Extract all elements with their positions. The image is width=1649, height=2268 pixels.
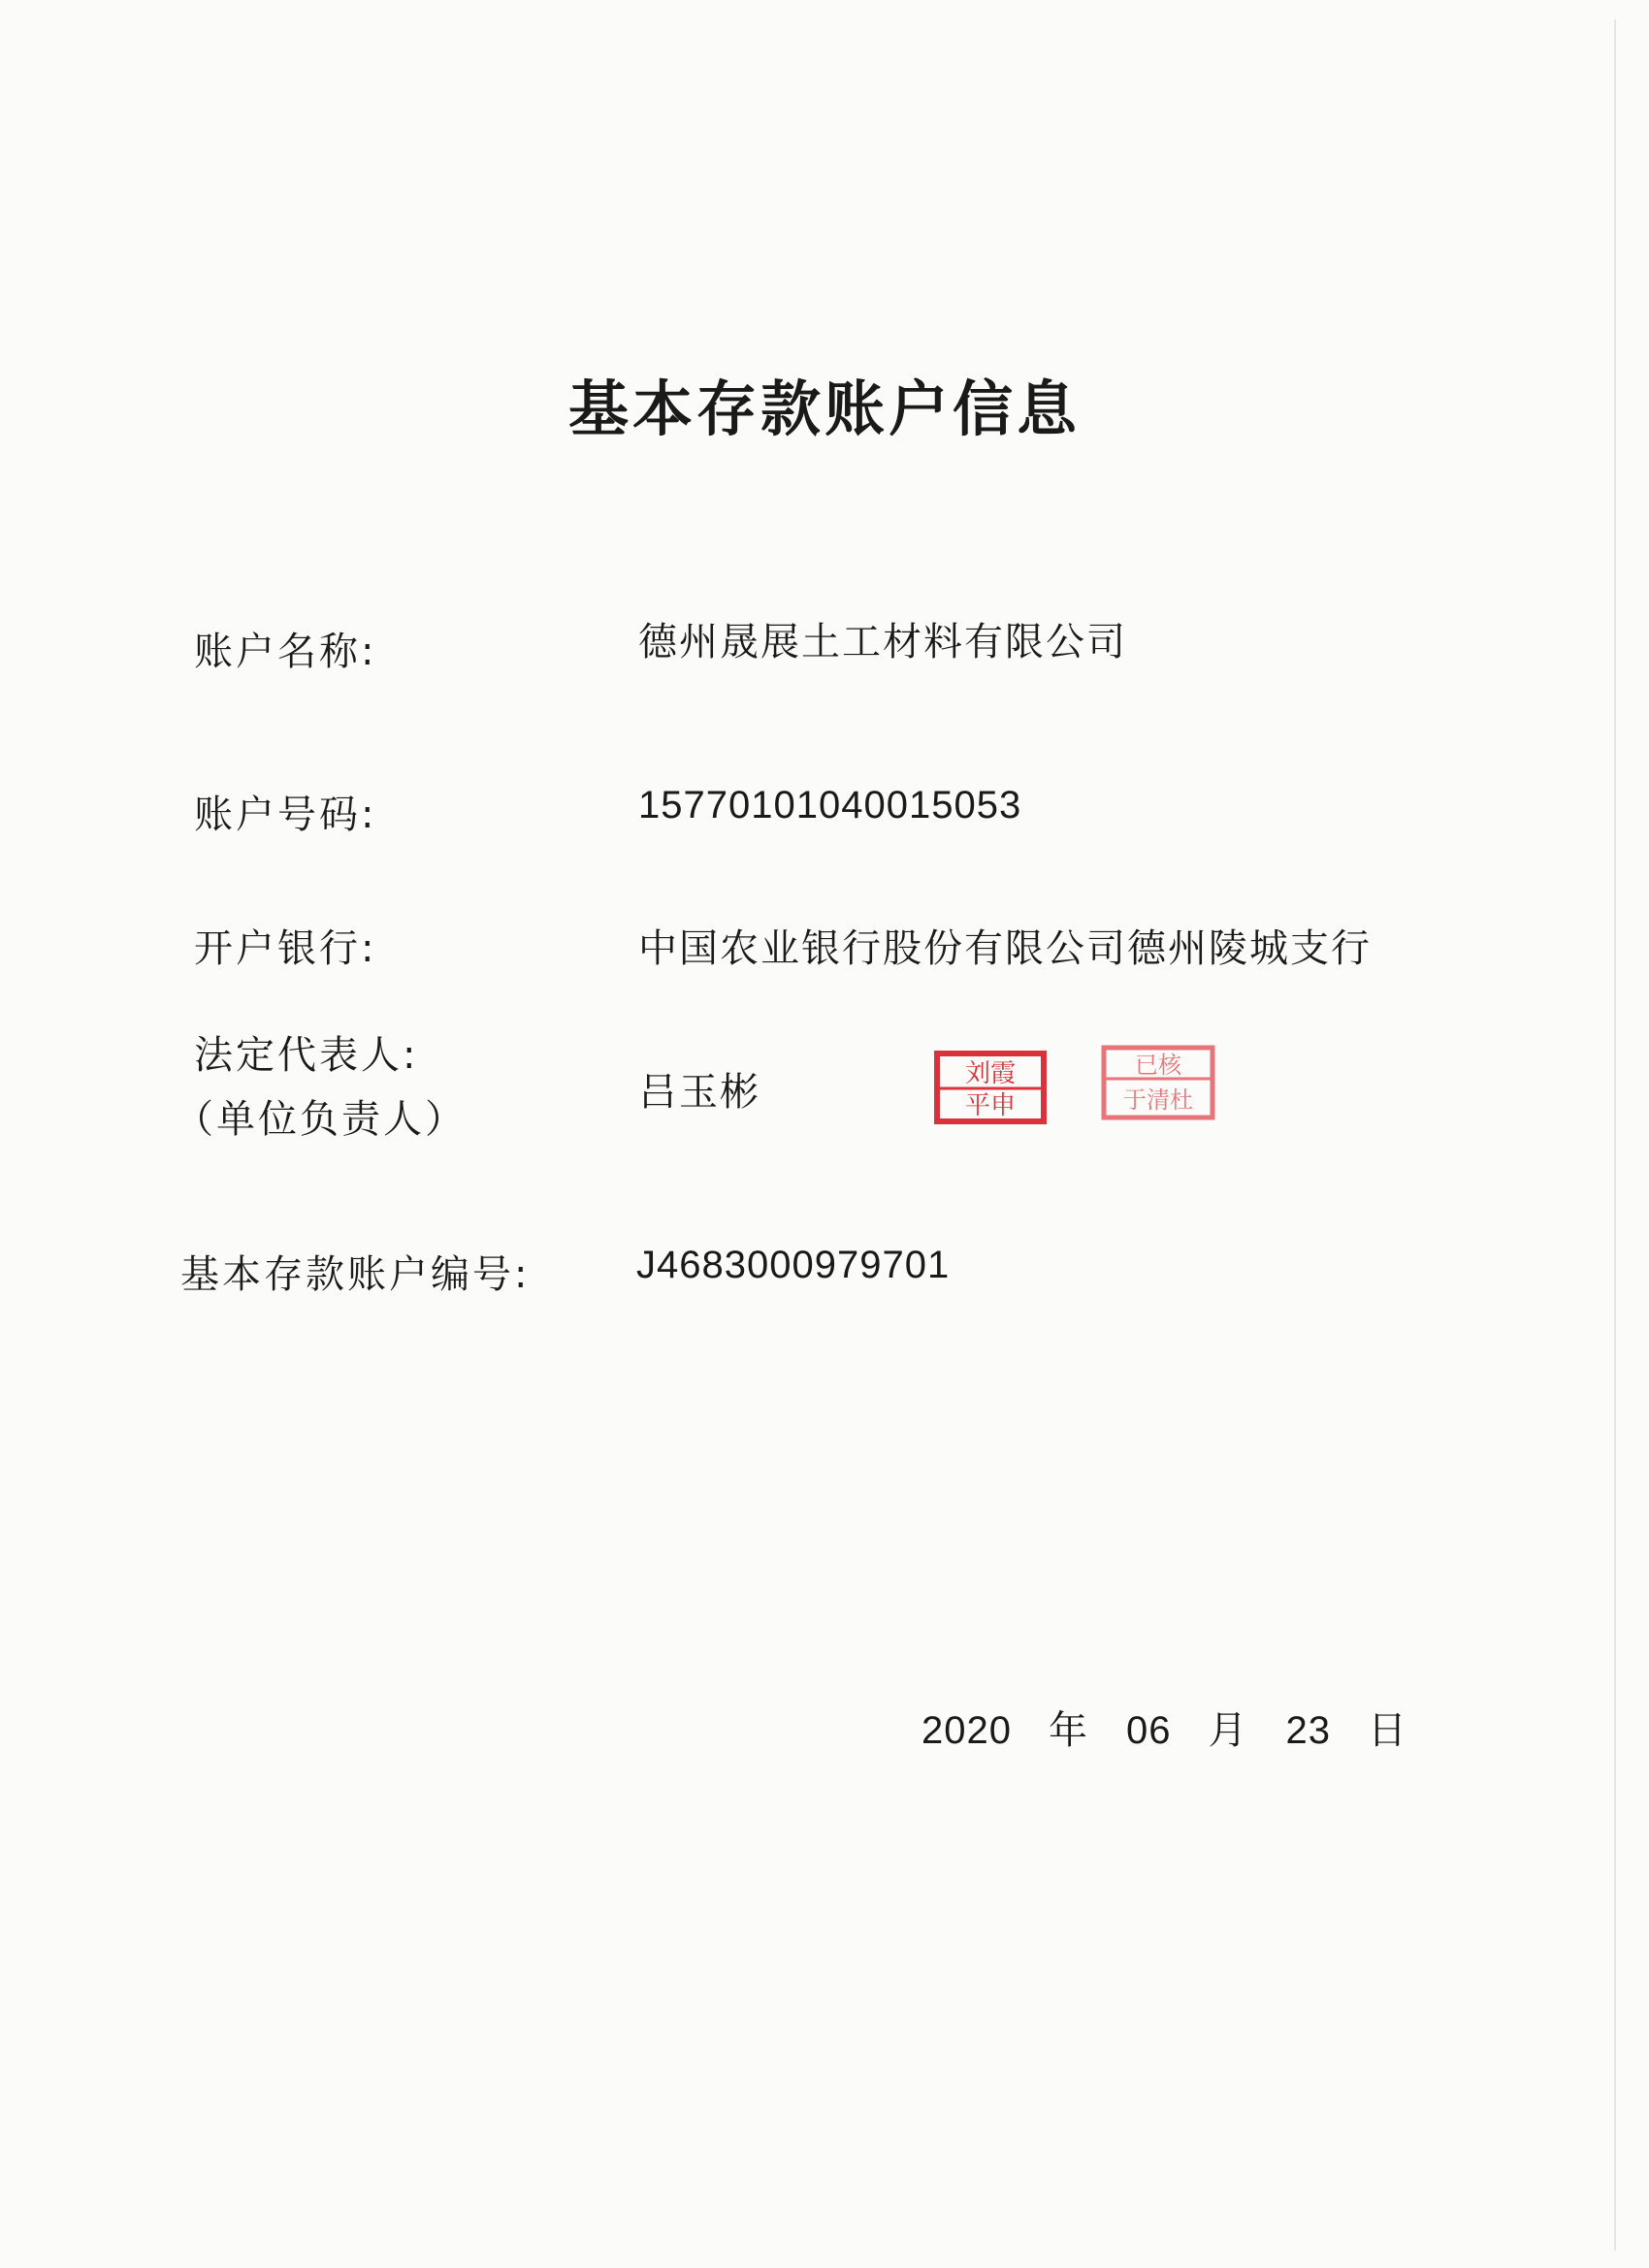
date-month: 06 bbox=[1125, 1709, 1172, 1752]
page-edge-divider bbox=[1614, 19, 1616, 2251]
account-number-label: 账户号码: bbox=[194, 793, 377, 837]
seal-stamps bbox=[929, 1036, 1220, 1143]
date-year-unit: 年 bbox=[1048, 1708, 1089, 1753]
document-date bbox=[922, 1700, 1408, 1755]
seal-stamp-2 bbox=[1104, 1048, 1212, 1118]
bank-value: 中国农业银行股份有限公司德州陵城支行 bbox=[638, 926, 1372, 971]
date-day: 23 bbox=[1285, 1709, 1331, 1752]
date-year: 2020 bbox=[922, 1709, 1012, 1752]
account-number-value: 15770101040015053 bbox=[638, 784, 1022, 826]
seal-2-line-2: 于清杜 bbox=[1123, 1086, 1193, 1114]
basic-account-no-value: J4683000979701 bbox=[636, 1244, 951, 1286]
seal-stamp-1 bbox=[937, 1053, 1044, 1121]
bank-label: 开户银行: bbox=[194, 926, 377, 971]
date-month-unit: 月 bbox=[1208, 1708, 1249, 1753]
seal-1-line-2: 平申 bbox=[964, 1091, 1017, 1120]
legal-rep-sublabel: （单位负责人） bbox=[175, 1097, 467, 1142]
account-name-label: 账户名称: bbox=[194, 630, 377, 674]
date-day-unit: 日 bbox=[1367, 1708, 1408, 1753]
basic-account-no-label: 基本存款账户编号: bbox=[180, 1252, 531, 1297]
legal-rep-value: 吕玉彬 bbox=[638, 1070, 760, 1115]
seal-1-line-1: 刘霞 bbox=[964, 1059, 1017, 1088]
seal-2-line-1: 已核 bbox=[1135, 1052, 1181, 1079]
account-name-value: 德州晟展土工材料有限公司 bbox=[638, 620, 1127, 664]
legal-rep-label: 法定代表人: bbox=[194, 1033, 419, 1078]
document-title: 基本存款账户信息 bbox=[567, 373, 1081, 444]
